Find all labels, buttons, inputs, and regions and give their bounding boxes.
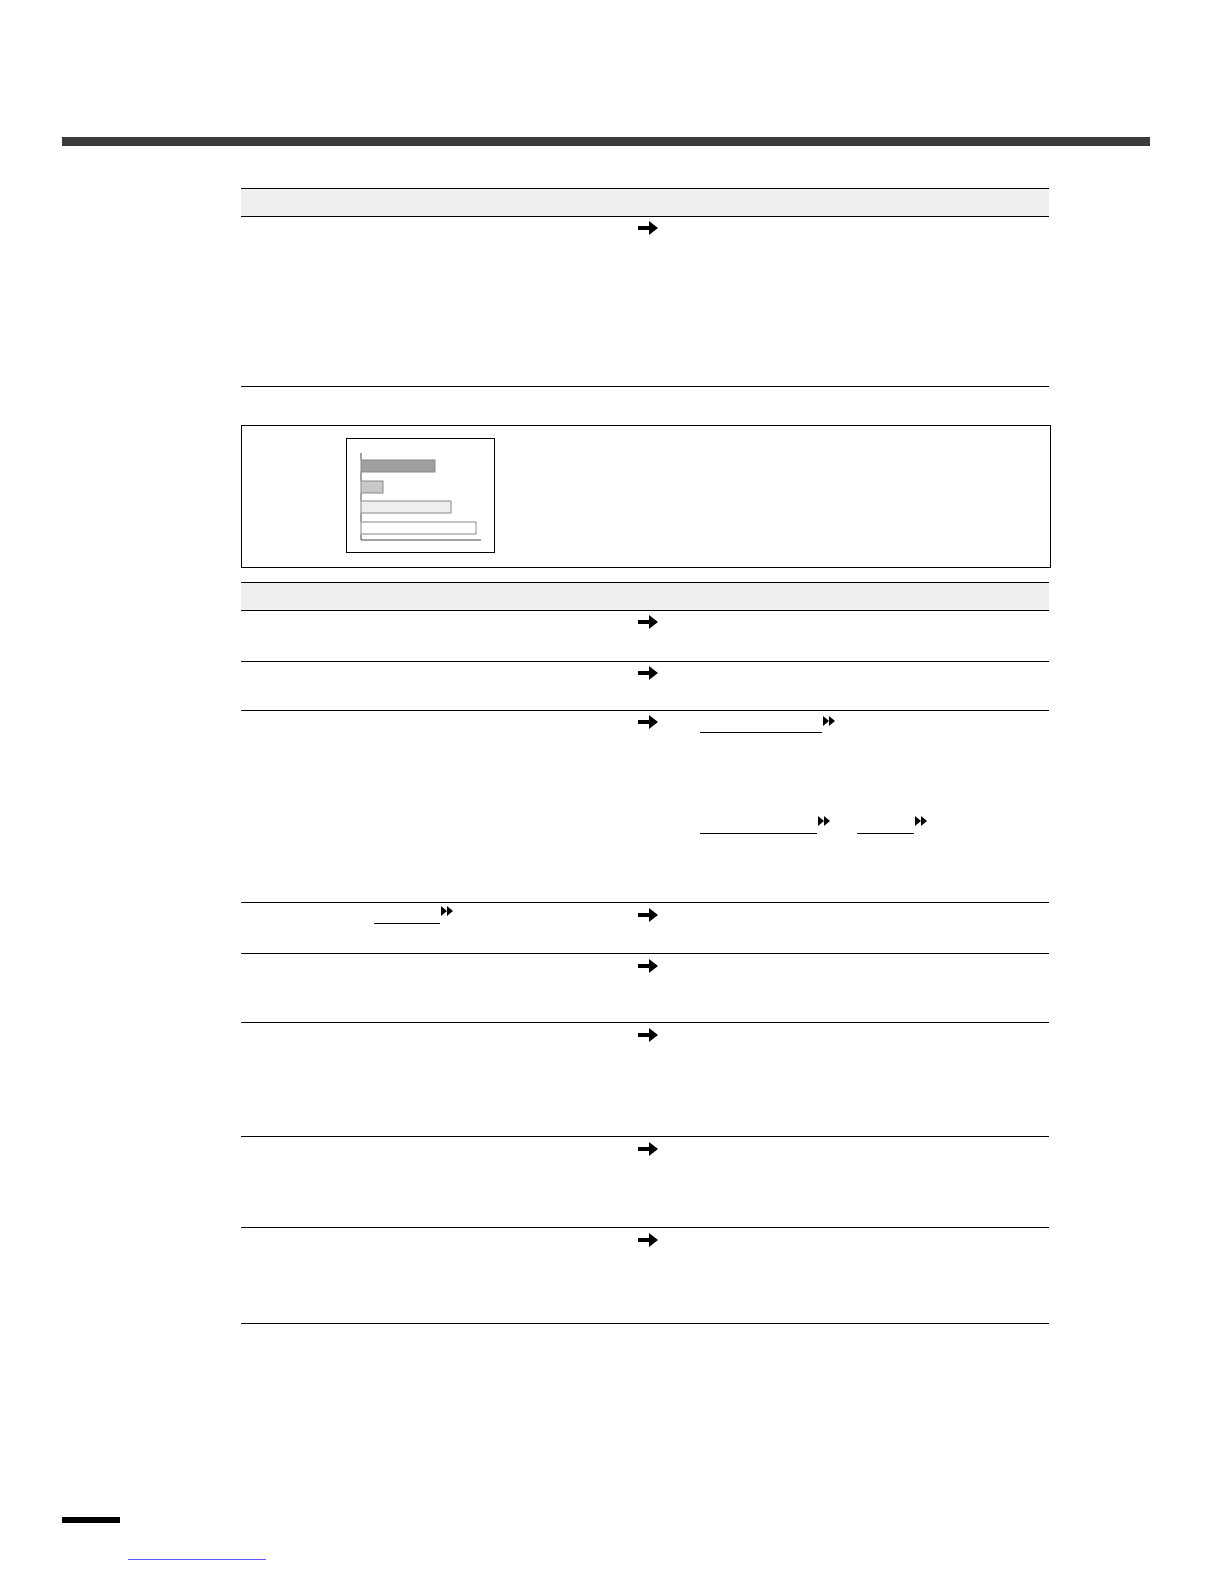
right-arrow-icon — [637, 1026, 659, 1044]
right-arrow-icon — [637, 613, 659, 631]
cross-reference-link[interactable] — [700, 833, 817, 834]
row-divider — [241, 1136, 1049, 1137]
cross-reference-link[interactable] — [857, 833, 914, 834]
row-divider — [241, 710, 1049, 711]
double-chevron-right-icon — [914, 815, 928, 827]
row-divider — [241, 1022, 1049, 1023]
right-arrow-icon — [637, 664, 659, 682]
double-chevron-right-icon — [440, 905, 454, 917]
row-divider — [241, 1323, 1049, 1324]
header-rule — [62, 137, 1150, 146]
table-header — [241, 188, 1049, 217]
right-arrow-icon — [637, 1231, 659, 1249]
row-divider — [241, 902, 1049, 903]
figure-bar — [361, 501, 451, 513]
row-divider — [241, 1227, 1049, 1228]
row-divider — [241, 386, 1049, 387]
right-arrow-icon — [637, 713, 659, 731]
figure-bar — [361, 481, 383, 493]
cross-reference-link[interactable] — [700, 732, 822, 733]
page-number-bar — [62, 1517, 120, 1523]
row-divider — [241, 661, 1049, 662]
right-arrow-icon — [637, 957, 659, 975]
figure-bar — [361, 460, 435, 472]
bar-graph-drawing — [347, 439, 494, 552]
row-divider — [241, 953, 1049, 954]
footer-link[interactable] — [128, 1559, 266, 1560]
right-arrow-icon — [637, 219, 659, 237]
table-header — [241, 582, 1049, 611]
bar-graph-illustration — [346, 438, 495, 553]
figure-bar — [361, 522, 476, 534]
cross-reference-link[interactable] — [374, 923, 440, 924]
double-chevron-right-icon — [817, 815, 831, 827]
double-chevron-right-icon — [822, 715, 836, 727]
right-arrow-icon — [637, 1140, 659, 1158]
right-arrow-icon — [637, 906, 659, 924]
